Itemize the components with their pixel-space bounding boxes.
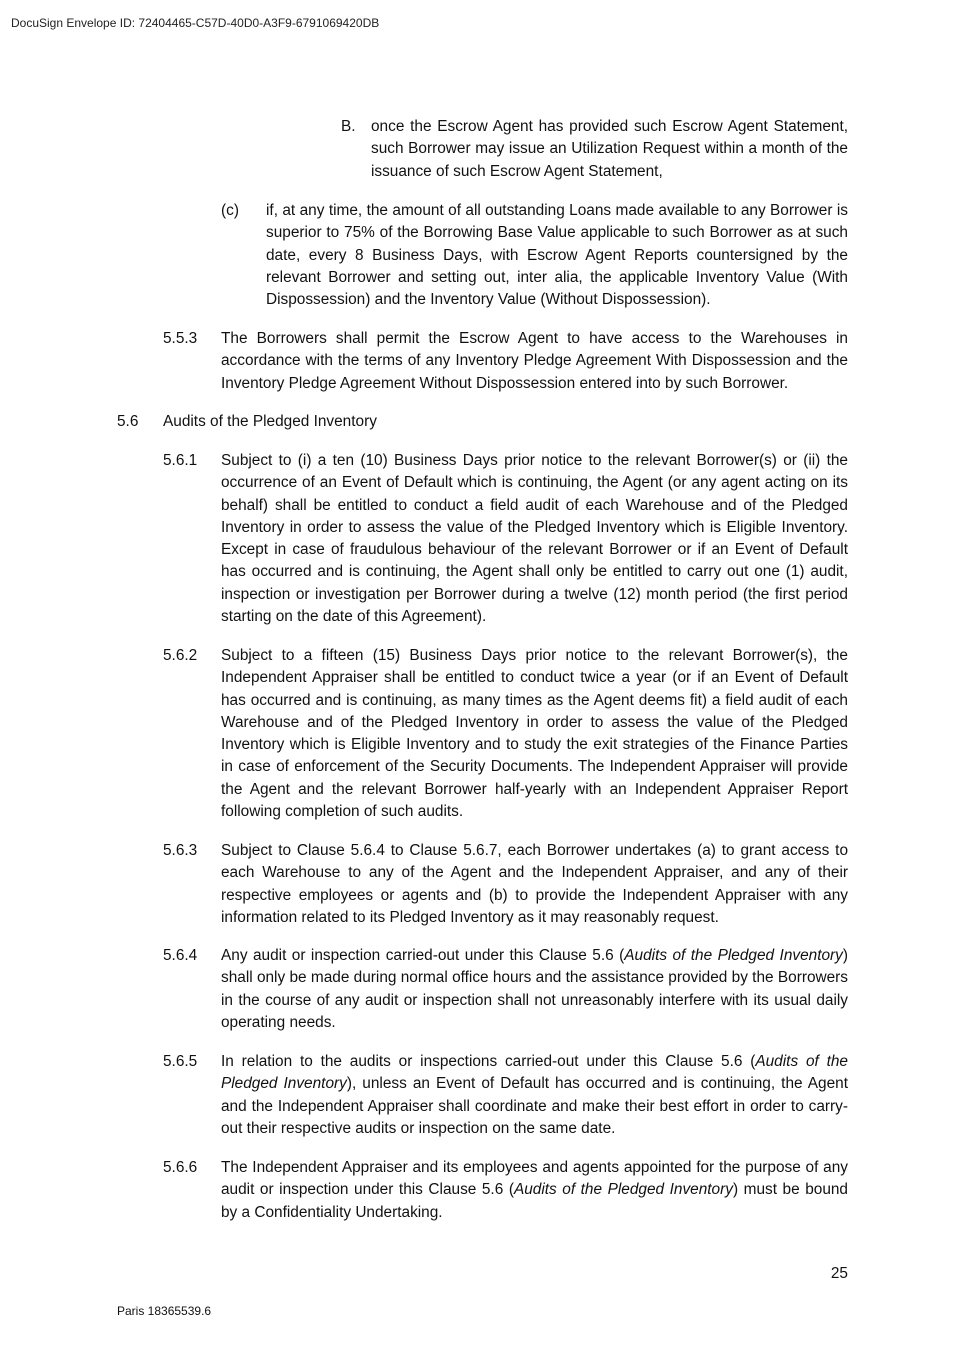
clause-5-6-2-text: Subject to a fifteen (15) Business Days prior notice to the relevant Borrower(s), the Independent Appraiser shall be entitled to conduct twice a year (or if an Event of Default has occurred and is continuing, as many times as the Agent deems fit) a field audit of each Warehouse and of the Pledged Inventory in order to assess the value of the Pledged Inventory which is Eligible Inventory and to study the exit strategies of the Finance Parties in case of enforcement of the Security Documents. The Independent Appraiser will provide the Agent and the relevant Borrower half-yearly with an Independent Appraiser Report following completion of such audits. [221, 647, 848, 821]
clause-5-6-1-text: Subject to (i) a ten (10) Business Days prior notice to the relevant Borrower(s) or (ii) the occurrence of an Event of Default which is continuing, the Agent (or any agent acting on its behalf) shall be entitled to conduct a field audit of each Warehouse and of the Pledged Inventory in order to assess the value of the Pledged Inventory which is Eligible Inventory. Except in case of fraudulous behaviour of the relevant Borrower or if an Event of Default has occurred and is continuing, the Agent shall only be entitled to carry out one (1) audit, inspection or investigation per Borrower during a twelve (12) month period (the first period starting on the date of this Agreement). [221, 452, 848, 626]
clause-5-5-3-number: 5.5.3 [163, 330, 198, 347]
clause-5-5-3-text: The Borrowers shall permit the Escrow Agent to have access to the Warehouses in accordance with the terms of any Inventory Pledge Agreement With Dispossession and the Inventory Pledge Agreement Without Dispossession entered into by such Borrower. [221, 330, 848, 392]
clause-c-text: if, at any time, the amount of all outstanding Loans made available to any Borrower is superior to 75% of the Borrowing Base Value applicable to such Borrower as at such date, every 8 Business Days, with Escrow Agent Reports countersigned by the relevant Borrower and setting out, inter alia, the applicable Inventory Value (With Dispossession) and the Inventory Value (Without Dispossession). [266, 202, 848, 309]
clause-5-6-5-text: In relation to the audits or inspections carried-out under this Clause 5.6 (Audits of the Pledged Inventory), unless an Event of Default has occurred and is continuing, the Agent and the Independent Appraiser shall coordinate and make their best effort in order to carry-out their respective audits or inspection on the same date. [221, 1053, 848, 1137]
clause-5-6-6-number: 5.6.6 [163, 1159, 198, 1176]
clause-c-number: (c) [221, 202, 239, 219]
page-number: 25 [830, 1265, 848, 1282]
clause-b-text: once the Escrow Agent has provided such Escrow Agent Statement, such Borrower may issue an Utilization Request within a month of the issuance of such Escrow Agent Statement, [371, 118, 848, 180]
clause-5-6-4-number: 5.6.4 [163, 947, 198, 964]
clause-5-6-5-italic: Audits of the Pledged Inventory [221, 1053, 848, 1093]
clause-5-6-6-italic: Audits of the Pledged Inventory [513, 1181, 733, 1199]
clause-5-6-4-italic: Audits of the Pledged Inventory [624, 947, 843, 964]
clause-5-6-3-text: Subject to Clause 5.6.4 to Clause 5.6.7, each Borrower undertakes (a) to grant access to each Warehouse to any of the Agent and the Independent Appraiser, and any of their respective employees or agents and (b) to provide the Independent Appraiser with any information related to its Pledged Inventory as it may reasonably request. [221, 842, 848, 926]
clause-5-6-2-number: 5.6.2 [163, 647, 198, 664]
clause-5-6-6-text: The Independent Appraiser and its employees and agents appointed for the purpose of any audit or inspection under this Clause 5.6 (Audits of the Pledged Inventory) must be bound by a Confidentiality Undertaking. [221, 1159, 848, 1221]
section-5-6-title: Audits of the Pledged Inventory [163, 413, 377, 430]
clause-b-number: B. [341, 118, 356, 135]
section-5-6-number: 5.6 [117, 413, 139, 430]
clause-5-6-1-number: 5.6.1 [163, 452, 198, 469]
footer-reference: Paris 18365539.6 [117, 1304, 212, 1318]
clause-5-6-3-number: 5.6.3 [163, 842, 198, 859]
envelope-id: DocuSign Envelope ID: 72404465-C57D-40D0-A3F9-6791069420DB [11, 16, 380, 30]
clause-5-6-4-text: Any audit or inspection carried-out under this Clause 5.6 (Audits of the Pledged Inventory) shall only be made during normal office hours and the assistance provided by the Borrowers in the course of any audit or inspection shall not unreasonably interfere with its usual daily operating needs. [221, 947, 849, 1031]
clause-5-6-5-number: 5.6.5 [163, 1053, 198, 1070]
